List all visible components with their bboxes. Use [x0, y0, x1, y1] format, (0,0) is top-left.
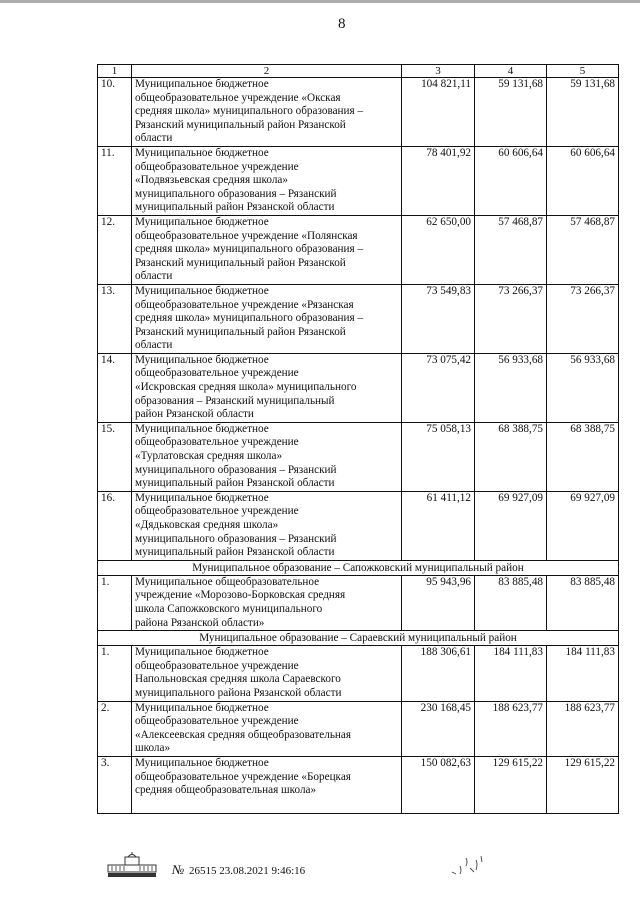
institution-name-line: общеобразовательное учреждение «Борецкая: [135, 770, 351, 783]
institution-name: [132, 575, 402, 630]
institution-name-line: образования – Рязанский муниципальный: [135, 394, 335, 407]
institution-name-line: Муниципальное бюджетное: [135, 646, 269, 659]
institution-name-line: «Турлатовская средняя школа»: [135, 450, 283, 463]
institution-name-line: учреждение «Морозово-Борковская средняя: [135, 589, 346, 602]
row-number: 1.: [98, 646, 132, 701]
institution-name-line: муниципальный район Рязанской области: [135, 477, 335, 490]
registration-number-date: 26515 23.08.2021 9:46:16: [189, 865, 306, 877]
institution-name: [132, 422, 402, 491]
section-heading-row: [98, 560, 619, 575]
value-col-5: 83 885,48: [547, 575, 619, 630]
institution-name-line: Рязанский муниципальный район Рязанской: [135, 325, 346, 338]
page-number: 8: [338, 16, 346, 32]
value-col-3: 75 058,13: [402, 422, 475, 491]
value-col-3: 73 075,42: [402, 353, 475, 422]
institution-name-line: школа Сапожковского муниципального: [135, 602, 323, 615]
scan-edge-line: [0, 0, 640, 3]
handwritten-mark-icon: [448, 852, 488, 878]
value-col-5: 73 266,37: [547, 284, 619, 353]
row-number: 2.: [98, 701, 132, 756]
institution-name-line: Рязанский муниципальный район Рязанской: [135, 118, 346, 131]
institution-name-line: муниципального образования – Рязанский: [135, 532, 337, 545]
building-logo-icon: [107, 852, 157, 878]
institution-name-line: общеобразовательное учреждение: [135, 160, 299, 173]
value-col-4: 83 885,48: [475, 575, 547, 630]
table-row: [98, 701, 619, 756]
value-col-3: 73 549,83: [402, 284, 475, 353]
institution-name-line: Муниципальное бюджетное: [135, 78, 269, 90]
table-row: [98, 646, 619, 701]
institution-name-line: Муниципальное бюджетное: [135, 284, 269, 297]
institution-name: [132, 215, 402, 284]
institution-name: [132, 701, 402, 756]
institution-name-line: школа»: [135, 742, 171, 755]
value-col-3: 150 082,63: [402, 756, 475, 813]
table-row: [98, 353, 619, 422]
row-number: 16.: [98, 491, 132, 560]
value-col-5: 69 927,09: [547, 491, 619, 560]
value-col-3: 230 168,45: [402, 701, 475, 756]
value-col-4: 188 623,77: [475, 701, 547, 756]
value-col-3: 62 650,00: [402, 215, 475, 284]
section-heading: Муниципальное образование – Сараевский муниципальный район: [98, 631, 619, 646]
value-col-5: 68 388,75: [547, 422, 619, 491]
value-col-3: 95 943,96: [402, 575, 475, 630]
value-col-3: 78 401,92: [402, 146, 475, 215]
institution-name-line: Муниципальное бюджетное: [135, 491, 269, 504]
value-col-5: 56 933,68: [547, 353, 619, 422]
table-row: [98, 422, 619, 491]
institution-name-line: муниципальный район Рязанской области: [135, 546, 335, 559]
table-row: [98, 78, 619, 147]
value-col-3: 104 821,11: [402, 78, 475, 147]
header-col-1: 1: [98, 65, 132, 78]
institution-name: [132, 78, 402, 147]
value-col-3: 188 306,61: [402, 646, 475, 701]
value-col-4: 184 111,83: [475, 646, 547, 701]
institution-name: [132, 756, 402, 813]
institution-name-line: области: [135, 339, 173, 352]
section-heading-row: [98, 631, 619, 646]
institution-name-line: общеобразовательное учреждение: [135, 659, 299, 672]
header-col-4: 4: [475, 65, 547, 78]
table-row: [98, 756, 619, 813]
header-col-5: 5: [547, 65, 619, 78]
value-col-3: 61 411,12: [402, 491, 475, 560]
institution-name-line: Муниципальное бюджетное: [135, 146, 269, 159]
institution-name-line: области: [135, 270, 173, 283]
row-number: 1.: [98, 575, 132, 630]
value-col-4: 68 388,75: [475, 422, 547, 491]
institution-name-line: «Искровская средняя школа» муниципального: [135, 381, 357, 394]
institution-name-line: общеобразовательное учреждение: [135, 715, 299, 728]
institution-name-line: общеобразовательное учреждение: [135, 436, 299, 449]
institution-name: [132, 284, 402, 353]
institution-name-line: общеобразовательное учреждение «Полянская: [135, 229, 358, 242]
institution-name-line: Муниципальное бюджетное: [135, 353, 269, 366]
institution-name-line: средняя школа» муниципального образования –: [135, 243, 364, 256]
value-col-4: 56 933,68: [475, 353, 547, 422]
section-heading: Муниципальное образование – Сапожковский муниципальный район: [98, 560, 619, 575]
row-number: 12.: [98, 215, 132, 284]
institution-name: [132, 146, 402, 215]
institution-name-line: района Рязанской области»: [135, 616, 265, 629]
value-col-5: 188 623,77: [547, 701, 619, 756]
institution-name-line: «Алексеевская средняя общеобразовательная: [135, 728, 352, 741]
institution-name: [132, 353, 402, 422]
value-col-5: 184 111,83: [547, 646, 619, 701]
institution-name-line: средняя общеобразовательная школа»: [135, 784, 317, 797]
institution-name-line: Муниципальное бюджетное: [135, 756, 269, 769]
institution-name-line: муниципального образования – Рязанский: [135, 463, 337, 476]
header-col-2: 2: [132, 65, 402, 78]
value-col-4: 69 927,09: [475, 491, 547, 560]
table-row: [98, 575, 619, 630]
value-col-4: 57 468,87: [475, 215, 547, 284]
institution-name-line: общеобразовательное учреждение: [135, 367, 299, 380]
institution-name-line: муниципальный район Рязанской области: [135, 201, 335, 214]
row-number: 3.: [98, 756, 132, 813]
institution-name: [132, 491, 402, 560]
table-row: [98, 146, 619, 215]
institution-name-line: Муниципальное бюджетное: [135, 215, 269, 228]
institution-name-line: общеобразовательное учреждение: [135, 505, 299, 518]
institution-name-line: «Подвязьевская средняя школа»: [135, 174, 288, 187]
institution-name-line: Напольновская средняя школа Сараевского: [135, 673, 341, 686]
value-col-4: 73 266,37: [475, 284, 547, 353]
institution-name-line: муниципального района Рязанской области: [135, 686, 342, 699]
table-row: [98, 491, 619, 560]
header-col-3: 3: [402, 65, 475, 78]
row-number: 14.: [98, 353, 132, 422]
table-header-row: [98, 65, 619, 78]
number-sign: №: [172, 862, 185, 877]
institution-name-line: район Рязанской области: [135, 408, 254, 421]
institution-name-line: средняя школа» муниципального образования –: [135, 105, 364, 118]
value-col-5: 60 606,64: [547, 146, 619, 215]
institution-name-line: общеобразовательное учреждение «Рязанская: [135, 298, 354, 311]
value-col-5: 59 131,68: [547, 78, 619, 147]
institution-name-line: средняя школа» муниципального образования –: [135, 312, 364, 325]
row-number: 10.: [98, 78, 132, 147]
institution-name-line: муниципального образования – Рязанский: [135, 187, 337, 200]
institution-name-line: Муниципальное бюджетное: [135, 422, 269, 435]
row-number: 13.: [98, 284, 132, 353]
table-row: [98, 284, 619, 353]
institution-name-line: «Дядьковская средняя школа»: [135, 519, 279, 531]
value-col-5: 129 615,22: [547, 756, 619, 813]
table-row: [98, 215, 619, 284]
row-number: 11.: [98, 146, 132, 215]
institution-name: [132, 646, 402, 701]
funding-table: [97, 64, 619, 814]
value-col-4: 59 131,68: [475, 78, 547, 147]
institution-name-line: Рязанский муниципальный район Рязанской: [135, 256, 346, 269]
institution-name-line: Муниципальное бюджетное: [135, 701, 269, 714]
value-col-4: 129 615,22: [475, 756, 547, 813]
document-registration-stamp: [172, 862, 305, 878]
institution-name-line: общеобразовательное учреждение «Окская: [135, 91, 341, 104]
institution-name-line: области: [135, 132, 173, 145]
institution-name-line: Муниципальное общеобразовательное: [135, 575, 320, 588]
value-col-5: 57 468,87: [547, 215, 619, 284]
value-col-4: 60 606,64: [475, 146, 547, 215]
row-number: 15.: [98, 422, 132, 491]
